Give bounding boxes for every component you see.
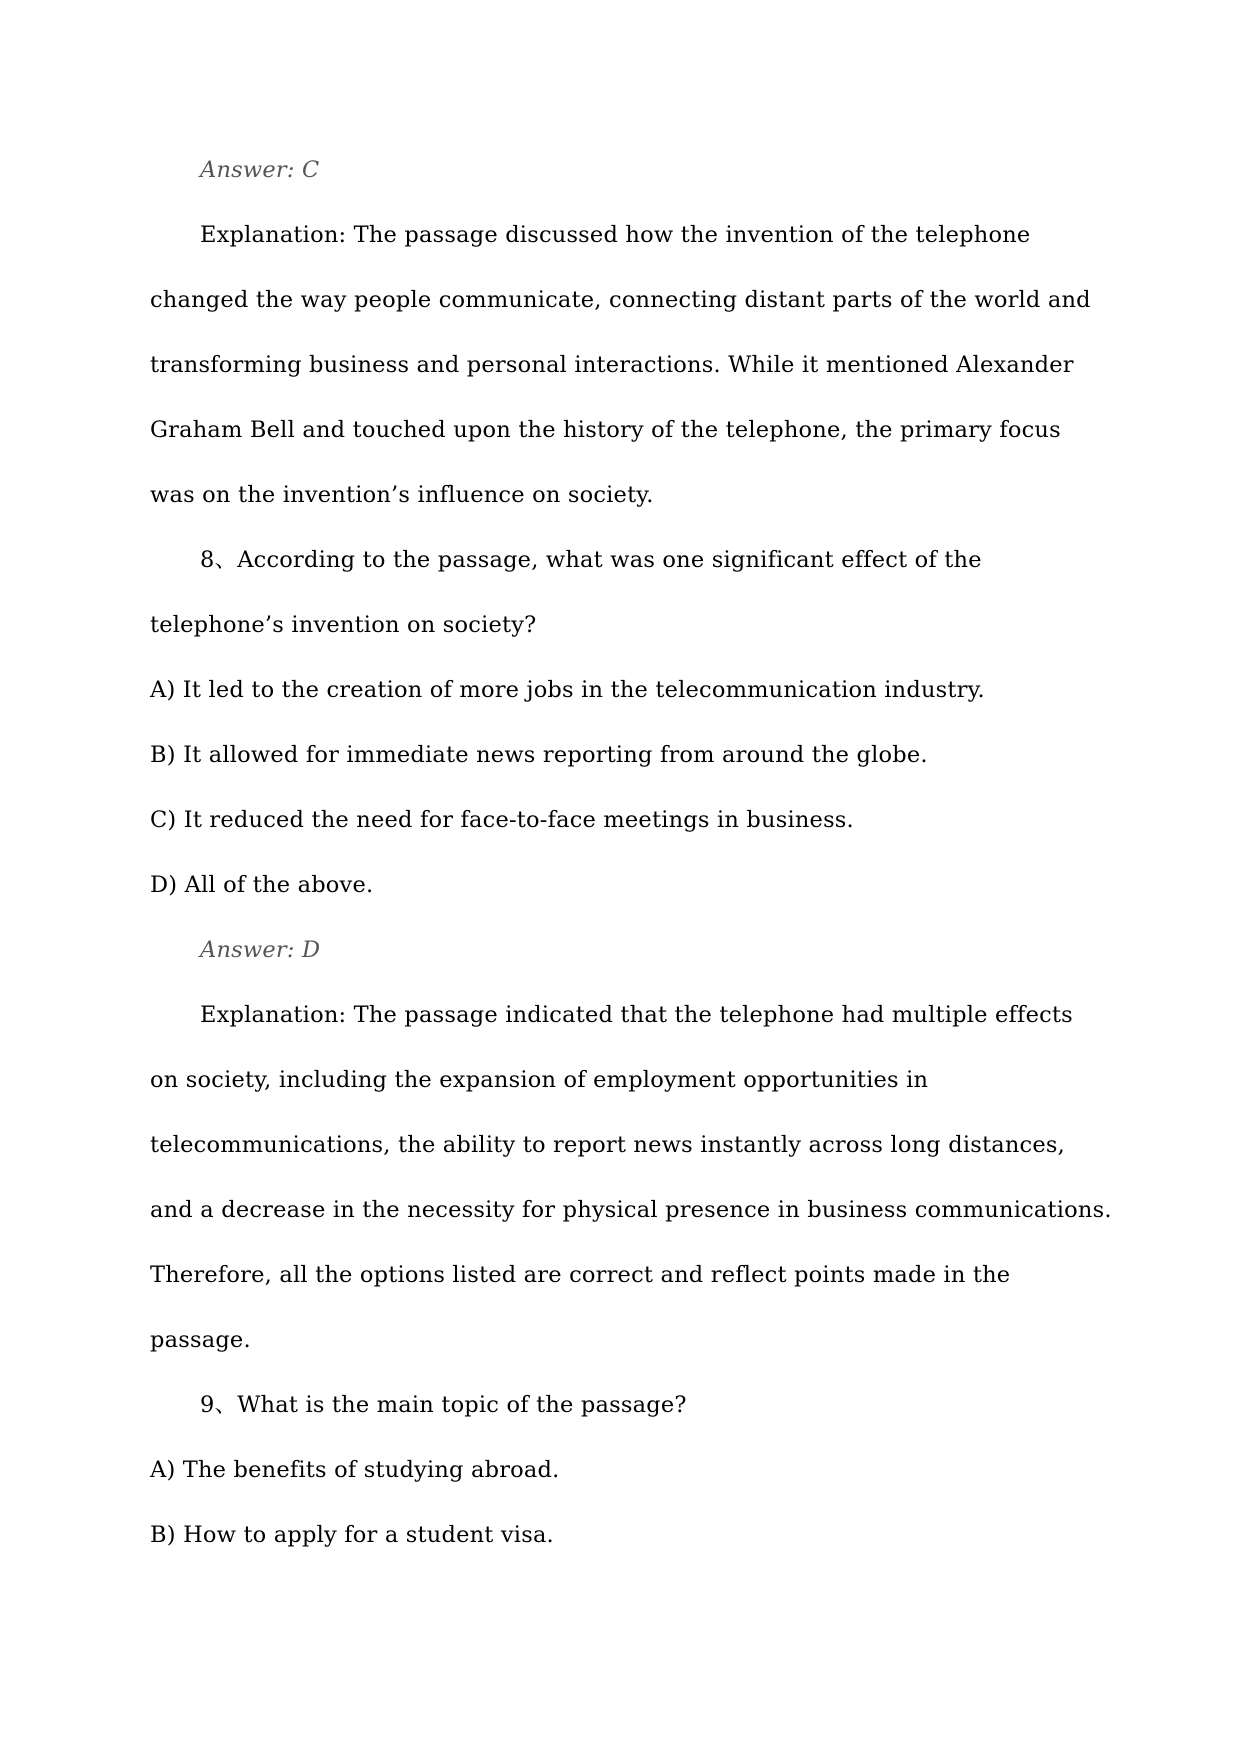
option-d: D) All of the above.: [150, 872, 374, 898]
explanation-line: was on the invention’s influence on society.: [150, 482, 654, 508]
q9-question: [150, 1373, 1090, 1438]
explanation-line: transforming business and personal interactions. While it mentioned Alexander: [150, 352, 1074, 378]
q8-options: [150, 658, 1090, 918]
option-a: A) The benefits of studying abroad.: [150, 1457, 560, 1483]
explanation-line: Explanation: The passage indicated that the telephone had multiple effects: [200, 1002, 1073, 1028]
question-line: telephone’s invention on society?: [150, 612, 537, 638]
q8-question: [150, 528, 1090, 658]
explanation-line: Therefore, all the options listed are correct and reflect points made in the: [150, 1262, 1011, 1288]
option-c: C) It reduced the need for face-to-face meetings in business.: [150, 807, 854, 833]
q8-answer: Answer: D: [200, 937, 321, 963]
explanation-line: Explanation: The passage discussed how the invention of the telephone: [200, 222, 1031, 248]
question-line: 9、What is the main topic of the passage?: [200, 1392, 687, 1418]
q7-answer: Answer: C: [200, 157, 320, 183]
explanation-line: changed the way people communicate, connecting distant parts of the world and: [150, 287, 1091, 313]
explanation-line: and a decrease in the necessity for physical presence in business communications.: [150, 1197, 1112, 1223]
option-b: B) How to apply for a student visa.: [150, 1522, 554, 1548]
option-b: B) It allowed for immediate news reporting from around the globe.: [150, 742, 928, 768]
q8-explanation: [150, 983, 1112, 1373]
explanation-line: passage.: [150, 1327, 251, 1353]
question-line: 8、According to the passage, what was one significant effect of the: [200, 547, 982, 573]
explanation-line: Graham Bell and touched upon the history of the telephone, the primary focus: [150, 417, 1061, 443]
page-content: [150, 138, 1112, 1568]
q9-options: [150, 1438, 1090, 1568]
explanation-line: on society, including the expansion of employment opportunities in: [150, 1067, 929, 1093]
explanation-line: telecommunications, the ability to report news instantly across long distances,: [150, 1132, 1065, 1158]
q7-explanation: [150, 203, 1090, 528]
option-a: A) It led to the creation of more jobs in the telecommunication industry.: [150, 677, 985, 703]
